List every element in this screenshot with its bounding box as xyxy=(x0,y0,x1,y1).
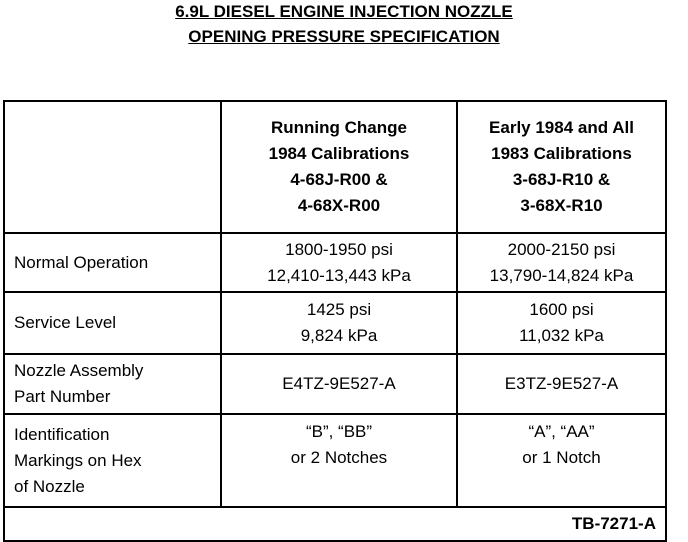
document-title-line1: 6.9L DIESEL ENGINE INJECTION NOZZLE xyxy=(175,2,513,21)
header-line: 3-68J-R10 & xyxy=(512,170,611,189)
value-line: 11,032 kPa xyxy=(519,326,604,345)
value-cell xyxy=(221,292,457,354)
header-line: Running Change xyxy=(271,118,407,137)
value-line: 1425 psi xyxy=(306,300,372,319)
value-cell xyxy=(457,292,666,354)
value-line: “A”, “AA” xyxy=(528,422,595,441)
value-line: “B”, “BB” xyxy=(305,422,373,441)
value-line: 13,790-14,824 kPa xyxy=(489,265,634,285)
row-label-line: of Nozzle xyxy=(14,476,85,496)
value-cell xyxy=(457,414,666,507)
header-line: 3-68X-R10 xyxy=(520,196,603,215)
row-service-level xyxy=(4,292,666,354)
header-running-change xyxy=(221,101,457,233)
header-line: 1984 Calibrations xyxy=(268,144,410,163)
row-label xyxy=(4,414,221,507)
row-label-line: Nozzle Assembly xyxy=(14,361,144,380)
value-cell xyxy=(221,233,457,292)
value-cell xyxy=(221,354,457,414)
value-cell xyxy=(457,233,666,292)
value-line: 1800-1950 psi xyxy=(285,239,393,259)
value-line: 12,410-13,443 kPa xyxy=(267,265,411,285)
header-line: 4-68J-R00 & xyxy=(290,170,388,189)
row-label-line: Markings on Hex xyxy=(14,450,142,470)
value-cell xyxy=(221,414,457,507)
header-line: Early 1984 and All xyxy=(489,118,634,137)
value-line: or 2 Notches xyxy=(290,448,388,467)
row-label xyxy=(4,354,221,414)
value-line: 1600 psi xyxy=(529,300,594,319)
row-label-line: Service Level xyxy=(14,313,117,332)
header-line: 4-68X-R00 xyxy=(297,196,381,215)
row-label-line: Part Number xyxy=(14,387,111,406)
row-label-line: Identification xyxy=(14,424,110,444)
figure-reference: TB-7271-A xyxy=(4,507,666,541)
value-line: E4TZ-9E527-A xyxy=(282,374,396,393)
value-cell xyxy=(457,354,666,414)
document-title-line2: OPENING PRESSURE SPECIFICATION xyxy=(188,27,500,46)
row-identification-markings xyxy=(4,414,666,507)
header-row xyxy=(4,101,666,233)
row-normal-operation xyxy=(4,233,666,292)
row-label-line: Normal Operation xyxy=(14,252,149,272)
row-label xyxy=(4,233,221,292)
header-empty-cell xyxy=(4,101,221,233)
value-line: 9,824 kPa xyxy=(300,326,378,345)
row-label xyxy=(4,292,221,354)
value-line: or 1 Notch xyxy=(522,448,601,467)
value-line: E3TZ-9E527-A xyxy=(504,374,619,393)
header-early-1984 xyxy=(457,101,666,233)
value-line: 2000-2150 psi xyxy=(507,239,616,259)
row-nozzle-part-number xyxy=(4,354,666,414)
header-line: 1983 Calibrations xyxy=(491,144,632,163)
footer-row xyxy=(4,507,666,541)
nozzle-pressure-spec-table xyxy=(3,100,667,542)
